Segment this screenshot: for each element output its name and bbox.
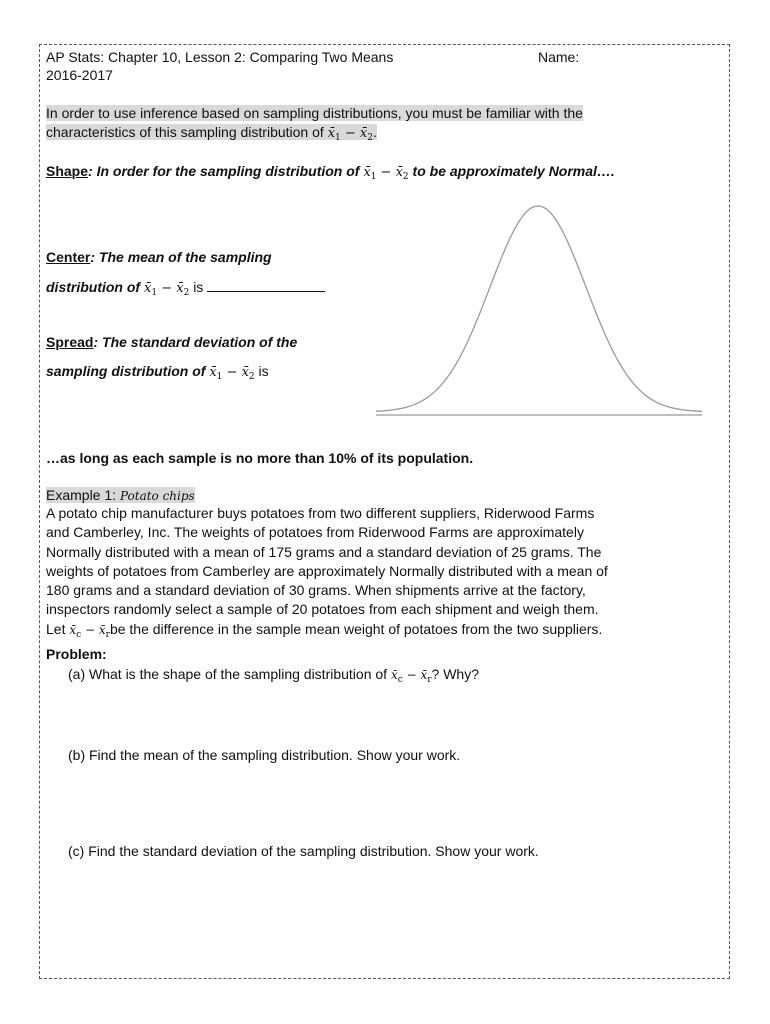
normal-curve-figure: [370, 200, 710, 425]
center-line-1: Center: The mean of the sampling: [46, 249, 272, 265]
example-line: weights of potatoes from Camberley are approximately Normally distributed with a mean of: [46, 562, 608, 579]
sample-size-condition: …as long as each sample is no more than 10% of its population.: [46, 450, 474, 466]
spread-line-1: Spread: The standard deviation of the: [46, 334, 298, 350]
question-c: (c) Find the standard deviation of the sampling distribution. Show your work.: [68, 843, 539, 859]
example-line: 180 grams and a standard deviation of 30 grams. When shipments arrive at the factory,: [46, 582, 586, 599]
example-line: A potato chip manufacturer buys potatoes from two different suppliers, Riderwood Farms: [46, 505, 595, 521]
problem-heading: Problem:: [46, 646, 107, 662]
example-line: inspectors randomly select a sample of 20 potatoes from each shipment and weigh them.: [46, 601, 599, 618]
school-year: 2016-2017: [46, 67, 113, 83]
diff-expression: $x̄_1$ − $x̄_2$: [327, 126, 373, 143]
intro-line-1: In order to use inference based on sampling distributions, you must be familiar with the: [46, 105, 583, 121]
name-label: Name:: [538, 49, 580, 65]
spread-line-2: sampling distribution of $x̄_1$ − $x̄_2$ is: [46, 363, 269, 382]
example-heading: Example 1: Potato chips: [46, 487, 195, 503]
center-answer-blank: [207, 279, 325, 292]
example-text: [46, 504, 728, 645]
question-a: (a) What is the shape of the sampling distribution of $x̄_c$ − $x̄_r$? Why?: [68, 666, 480, 685]
normal-curve: [376, 206, 702, 411]
example-line: Normally distributed with a mean of 175 grams and a standard deviation of 25 grams. The: [46, 543, 602, 560]
question-b: (b) Find the mean of the sampling distribution. Show your work.: [68, 747, 461, 763]
example-line: and Camberley, Inc. The weights of potatoes from Riderwood Farms are approximately: [46, 524, 584, 541]
shape-line: Shape: In order for the sampling distribution of $x̄_1$ − $x̄_2$ to be approximately Normal….: [46, 163, 615, 182]
example-let-line: Let $x̄_c$ − $x̄_rbe$ the difference in the sample mean weight of potatoes from the two suppliers.: [46, 620, 603, 640]
center-line-2: distribution of $x̄_1$ − $x̄_2$ is: [46, 278, 325, 302]
worksheet-title: AP Stats: Chapter 10, Lesson 2: Comparing Two Means: [46, 49, 394, 65]
intro-line-2: characteristics of this sampling distribution of $x̄_1$ − $x̄_2$.: [46, 124, 377, 143]
